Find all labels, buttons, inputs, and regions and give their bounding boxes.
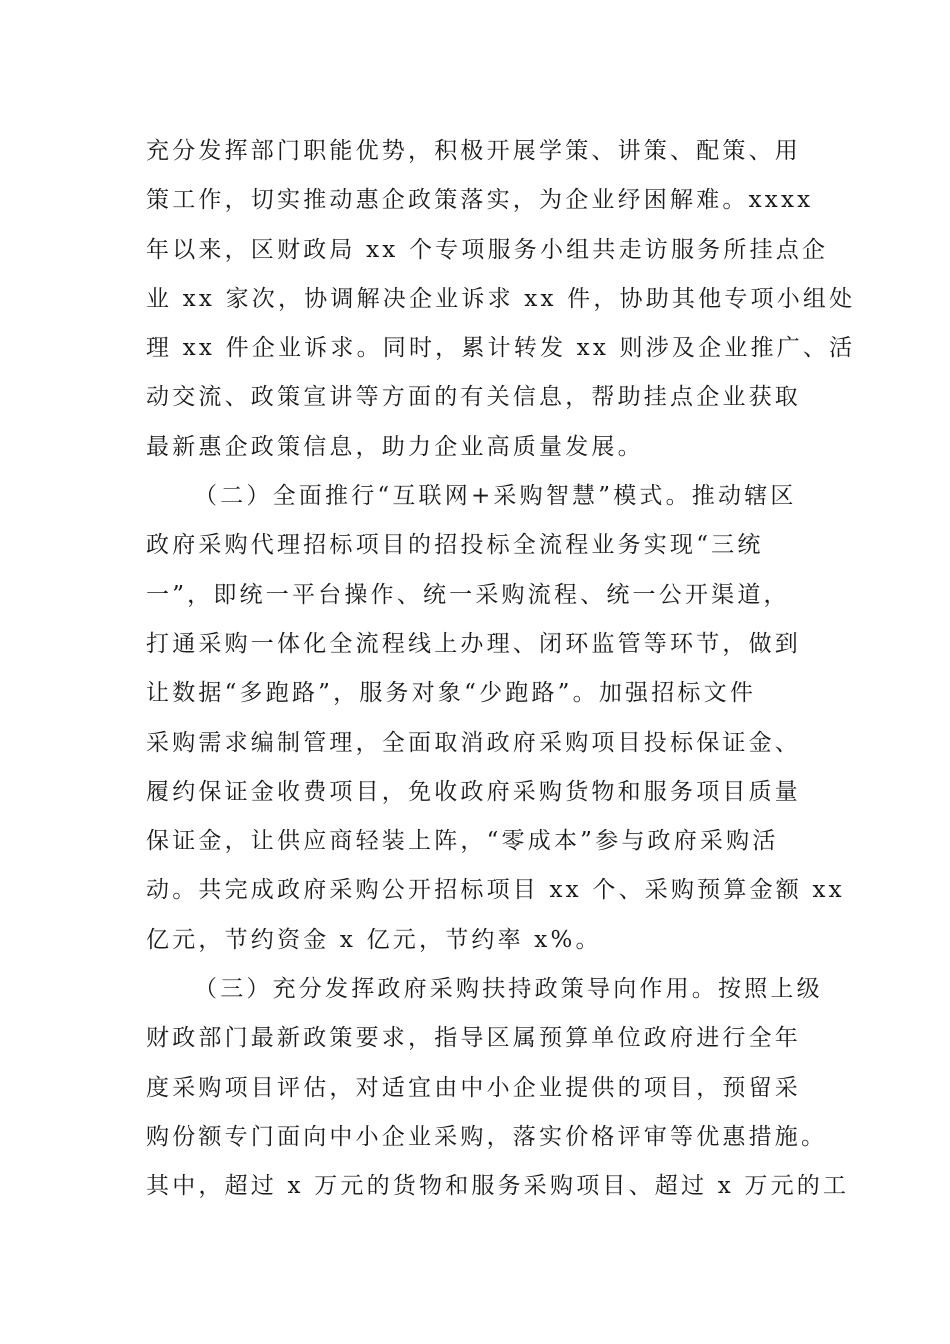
text-line: 一”，即统一平台操作、统一采购流程、统一公开渠道， — [146, 581, 790, 608]
body-text — [146, 127, 856, 1212]
text-line: 其中，超过 x 万元的货物和服务采购项目、超过 x 万元的工 — [146, 1173, 850, 1200]
text-line: 年以来，区财政局 xx 个专项服务小组共走访服务所挂点企 — [146, 236, 829, 263]
paragraph-first-line: （二）全面推行“互联网+采购智慧”模式。推动辖区 — [194, 483, 797, 510]
text-line: 亿元，节约资金 x 亿元，节约率 x%。 — [146, 926, 602, 953]
text-line: 履约保证金收费项目，免收政府采购货物和服务项目质量 — [146, 778, 801, 805]
text-line: 业 xx 家次，协调解决企业诉求 xx 件，协助其他专项小组处 — [146, 285, 856, 312]
text-line: 度采购项目评估，对适宜由中小企业提供的项目，预留采 — [146, 1074, 801, 1101]
text-line: 最新惠企政策信息，助力企业高质量发展。 — [146, 433, 644, 460]
paragraph-first-line: （三）充分发挥政府采购扶持政策导向作用。按照上级 — [194, 976, 823, 1003]
text-line: 政府采购代理招标项目的招投标全流程业务实现“三统 — [146, 532, 764, 559]
text-line: 采购需求编制管理，全面取消政府采购项目投标保证金、 — [146, 729, 801, 756]
text-line: 购份额专门面向中小企业采购，落实价格评审等优惠措施。 — [146, 1123, 828, 1150]
text-line: 保证金，让供应商轻装上阵，“零成本”参与政府采购活 — [146, 828, 779, 855]
text-line: 充分发挥部门职能优势，积极开展学策、讲策、配策、用 — [146, 138, 801, 164]
text-line: 动。共完成政府采购公开招标项目 xx 个、采购预算金额 xx — [146, 877, 845, 904]
text-line: 财政部门最新政策要求，指导区属预算单位政府进行全年 — [146, 1025, 801, 1052]
text-line: 动交流、政策宣讲等方面的有关信息，帮助挂点企业获取 — [146, 384, 801, 411]
text-line: 打通采购一体化全流程线上办理、闭环监管等环节，做到 — [146, 630, 801, 657]
text-line: 理 xx 件企业诉求。同时，累计转发 xx 则涉及企业推广、活 — [146, 335, 856, 362]
text-line: 让数据“多跑路”，服务对象“少跑路”。加强招标文件 — [146, 680, 757, 707]
text-line: 策工作，切实推动惠企政策落实，为企业纾困解难。xxxx — [146, 187, 814, 214]
